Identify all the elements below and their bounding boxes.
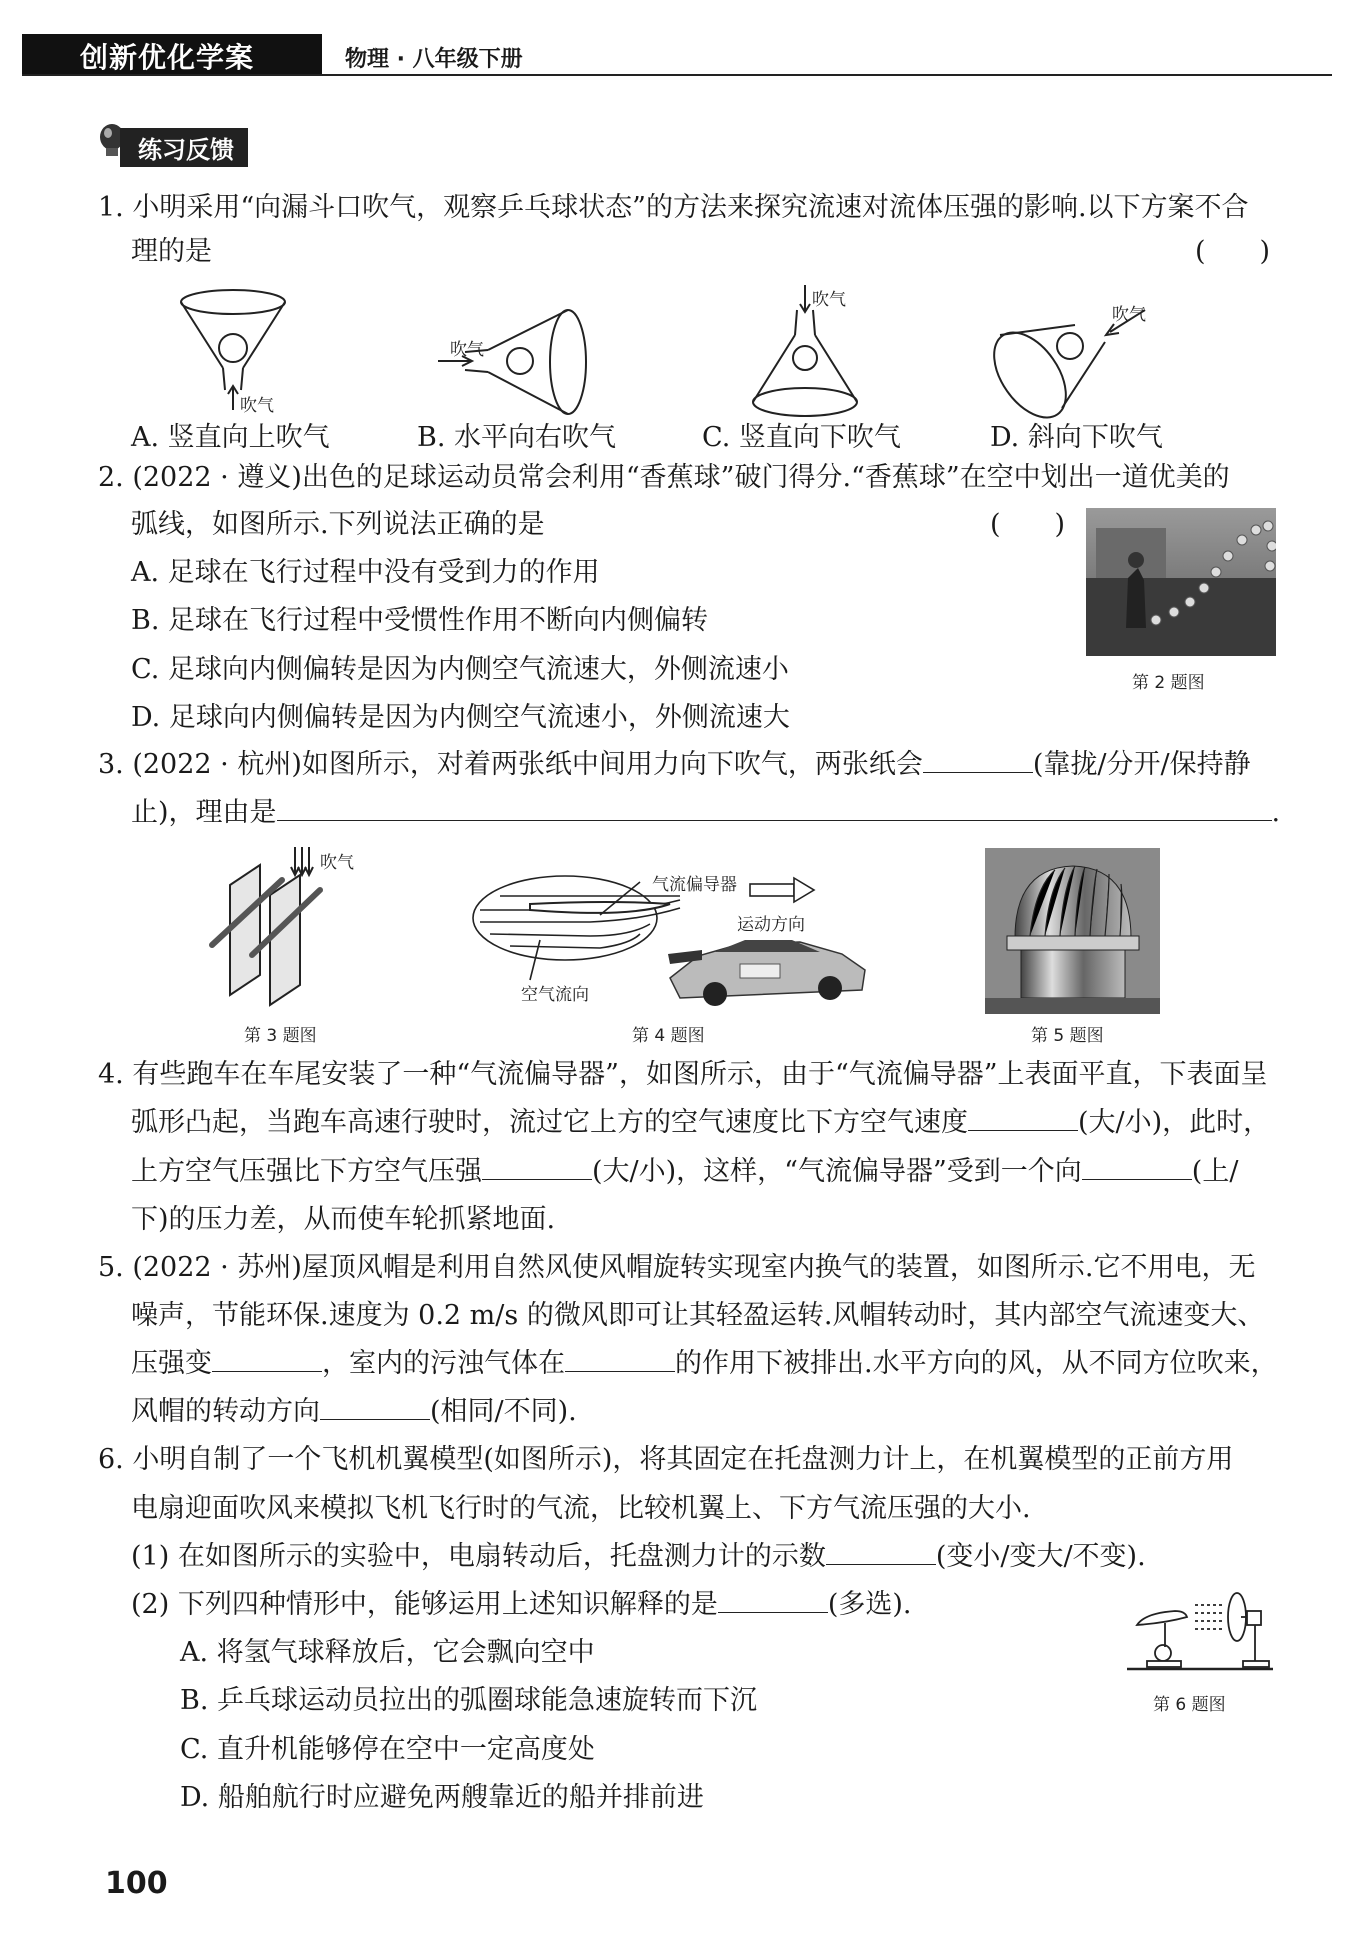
q5-line1: 5. (2022 · 苏州)屋顶风帽是利用自然风使风帽旋转实现室内换气的装置，如图所示.它不用电，无 — [98, 1252, 1256, 1283]
fig5-caption: 第 5 题图 — [1031, 1026, 1104, 1046]
q3-blank2[interactable] — [277, 793, 1272, 821]
q3-blank1[interactable] — [923, 745, 1033, 773]
q6-sub2-text: (2) 下列四种情形中，能够运用上述知识解释的是 — [131, 1589, 718, 1620]
q2-option-d: D. 足球向内侧偏转是因为内侧空气流速小，外侧流速大 — [131, 702, 790, 733]
q4-line2 — [131, 1103, 1270, 1143]
q3-line2-text: 止)，理由是 — [131, 797, 277, 828]
fig3-label: 吹气 — [320, 853, 354, 873]
q2-line1: 2. (2022 · 遵义)出色的足球运动员常会利用“香蕉球”破门得分.“香蕉球”在空中划出一道优美的 — [98, 462, 1230, 493]
q4-line3-hint: (上/ — [1191, 1156, 1239, 1187]
q5-line3-mid: ，室内的污浊气体在 — [322, 1348, 565, 1379]
q4-line2-hint: (大/小)，此时， — [1078, 1107, 1271, 1138]
q1-fig-d-label: 吹气 — [1112, 305, 1146, 325]
q3-line2 — [131, 793, 1280, 833]
q3-line1-hint: (靠拢/分开/保持静 — [1032, 749, 1251, 780]
q1-option-d: D. 斜向下吹气 — [990, 422, 1163, 453]
q1-option-a: A. 竖直向上吹气 — [131, 422, 330, 453]
q4-blank3[interactable] — [1082, 1152, 1192, 1180]
q6-sub2 — [131, 1585, 911, 1625]
q1-fig-b-label: 吹气 — [450, 340, 484, 360]
q6-blank1[interactable] — [826, 1537, 936, 1565]
q3-line1-text: 3. (2022 · 杭州)如图所示，对着两张纸中间用力向下吹气，两张纸会 — [98, 749, 923, 780]
q6-caption: 第 6 题图 — [1153, 1695, 1226, 1715]
page-number: 100 — [105, 1866, 168, 1901]
q1-line1: 1. 小明采用“向漏斗口吹气，观察乒乓球状态”的方法来探究流速对流体压强的影响.以下方案不合 — [98, 192, 1249, 223]
q4-line1: 4. 有些跑车在车尾安装了一种“气流偏导器”，如图所示，由于“气流偏导器”上表面平直，下表面呈 — [98, 1059, 1268, 1090]
q1-funnel-figures — [170, 280, 1210, 420]
q5-line3-end: 的作用下被排出.水平方向的风，从不同方位吹来， — [675, 1348, 1278, 1379]
q4-line3 — [131, 1152, 1238, 1192]
q4-blank2[interactable] — [482, 1152, 592, 1180]
q4-line3-mid: (大/小)，这样，“气流偏导器”受到一个向 — [592, 1156, 1082, 1187]
q1-option-c: C. 竖直向下吹气 — [702, 422, 901, 453]
q6-line2: 电扇迎面吹风来模拟飞机飞行时的气流，比较机翼上、下方气流压强的大小. — [131, 1493, 1031, 1524]
q6-line1: 6. 小明自制了一个飞机机翼模型(如图所示)，将其固定在托盘测力计上，在机翼模型的正前方用 — [98, 1444, 1234, 1475]
q5-blank1[interactable] — [212, 1344, 322, 1372]
q6-sub2-hint: (多选). — [827, 1589, 912, 1620]
fig6-wing-fan — [1125, 1585, 1275, 1675]
q1-fig-c-label: 吹气 — [812, 290, 846, 310]
q5-line4-hint: (相同/不同). — [430, 1396, 577, 1427]
banana-kick-photo — [1086, 508, 1276, 656]
fig3-caption: 第 3 题图 — [244, 1026, 317, 1046]
q6-sub1-text: (1) 在如图所示的实验中，电扇转动后，托盘测力计的示数 — [131, 1541, 826, 1572]
q5-line4-text: 风帽的转动方向 — [131, 1396, 320, 1427]
fig4-label-airflow: 空气流向 — [521, 985, 589, 1005]
q3-line1 — [98, 745, 1251, 785]
q6-blank2[interactable] — [718, 1585, 828, 1613]
q6-option-d: D. 船舶航行时应避免两艘靠近的船并排前进 — [180, 1782, 704, 1813]
q4-blank1[interactable] — [968, 1103, 1078, 1131]
q5-blank3[interactable] — [320, 1392, 430, 1420]
q2-option-a: A. 足球在飞行过程中没有受到力的作用 — [131, 557, 600, 588]
q2-option-b: B. 足球在飞行过程中受惯性作用不断向内侧偏转 — [131, 605, 709, 636]
q5-line3 — [131, 1344, 1278, 1384]
q6-option-a: A. 将氢气球释放后，它会飘向空中 — [180, 1637, 595, 1668]
header-subject: 物理 · 八年级下册 — [345, 47, 523, 72]
fig4-caption: 第 4 题图 — [632, 1026, 705, 1046]
q5-line2: 噪声，节能环保.速度为 0.2 m/s 的微风即可让其轻盈运转.风帽转动时，其内部空气流速变大、 — [131, 1300, 1265, 1331]
q5-line3-text: 压强变 — [131, 1348, 212, 1379]
q1-line2: 理的是 — [131, 236, 212, 267]
section-title: 练习反馈 — [120, 128, 248, 167]
q1-option-b: B. 水平向右吹气 — [417, 422, 617, 453]
fig4-label-direction: 运动方向 — [737, 915, 805, 935]
q2-line2: 弧线，如图所示.下列说法正确的是 — [131, 509, 545, 540]
q2-answer-paren: ( ) — [990, 509, 1066, 540]
q3-line2-end: . — [1271, 797, 1281, 828]
fig4-label-spoiler: 气流偏导器 — [652, 875, 737, 895]
q4-line4: 下)的压力差，从而使车轮抓紧地面. — [131, 1204, 556, 1235]
q5-line4 — [131, 1392, 577, 1432]
q1-fig-a-label: 吹气 — [240, 396, 274, 416]
q5-blank2[interactable] — [565, 1344, 675, 1372]
fig5-roof-ventilator-photo — [985, 848, 1160, 1014]
q1-answer-paren: ( ) — [1195, 236, 1271, 267]
header-brand: 创新优化学案 — [80, 41, 255, 74]
q6-sub1 — [131, 1537, 1146, 1577]
q2-caption: 第 2 题图 — [1132, 673, 1205, 693]
q4-line3-text: 上方空气压强比下方空气压强 — [131, 1156, 482, 1187]
q6-option-c: C. 直升机能够停在空中一定高度处 — [180, 1734, 595, 1765]
q4-line2-text: 弧形凸起，当跑车高速行驶时，流过它上方的空气速度比下方空气速度 — [131, 1107, 968, 1138]
q6-option-b: B. 乒乓球运动员拉出的弧圈球能急速旋转而下沉 — [180, 1685, 758, 1716]
q6-sub1-hint: (变小/变大/不变). — [935, 1541, 1146, 1572]
q2-option-c: C. 足球向内侧偏转是因为内侧空气流速大，外侧流速小 — [131, 654, 789, 685]
